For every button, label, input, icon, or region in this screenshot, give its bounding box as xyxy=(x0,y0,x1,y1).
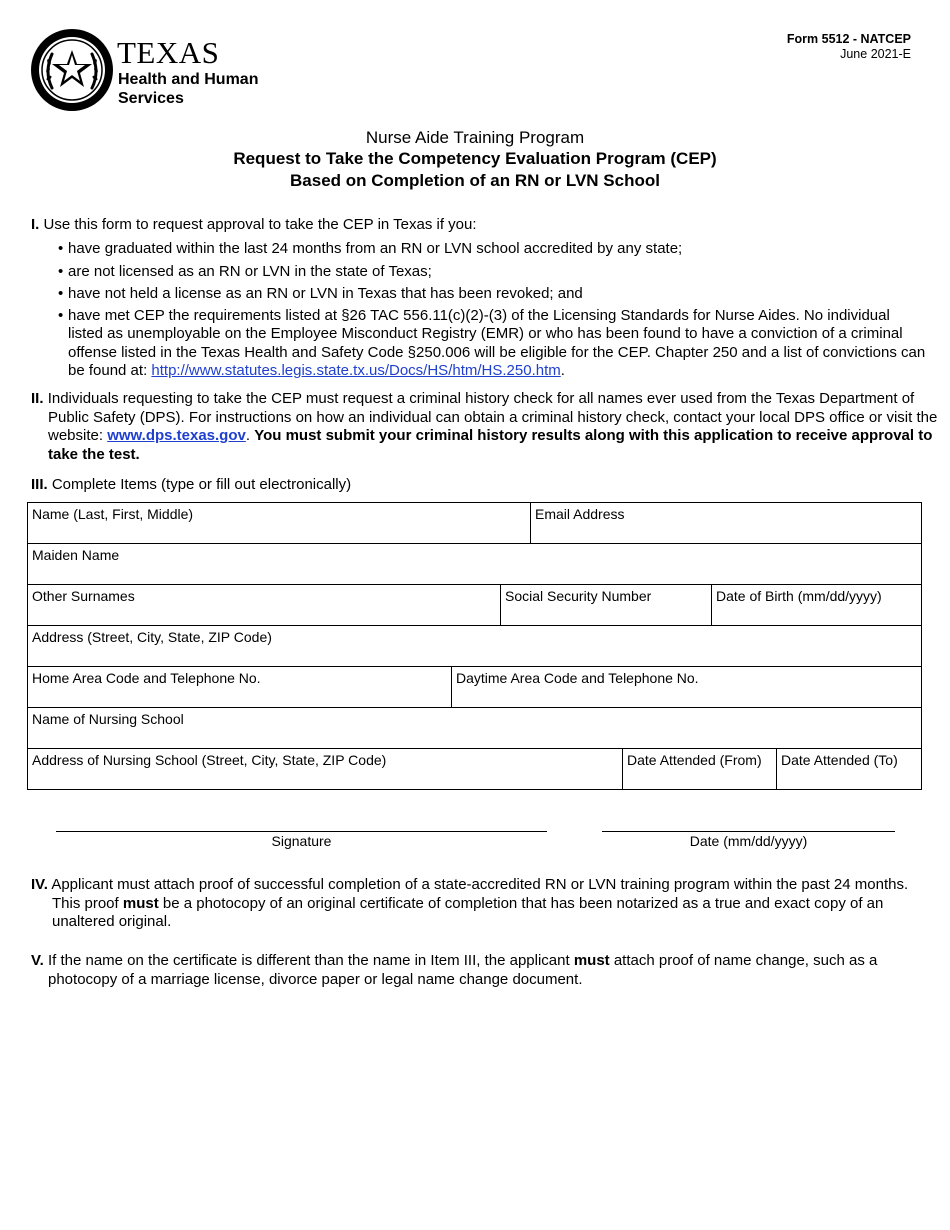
date-signed-label: Date (mm/dd/yyyy) xyxy=(689,833,808,849)
form-number-block xyxy=(787,32,911,62)
table-row xyxy=(27,749,922,790)
list-item: • have met CEP the requirements listed at §26 TAC 556.11(c)(2)-(3) of the Licensing Standards for Nurse Aides. No individual listed as unemployable on the Employee Misconduct Registry (EMR) or who has been found to have a conviction of a criminal offense listed in the Texas Health and Safety Code §250.006 will be eligible for the CEP. Chapter 250 and a list of convictions can be found at: http://www.statutes.legis.state.tx.us/Docs/HS/htm/HS.250.htm. xyxy=(58,307,928,381)
list-item: • have graduated within the last 24 months from an RN or LVN school accredited by any state; xyxy=(58,240,928,259)
section-iv: IV. Applicant must attach proof of successful completion of a state-accredited RN or LVN training program within the past 24 months. This proof must be a photocopy of an original certificate of completion that has been notarized as a true and exact copy of an unaltered original. xyxy=(31,876,909,930)
section-iii-heading: III. Complete Items (type or fill out electronically) xyxy=(31,476,352,493)
texas-seal-icon xyxy=(30,28,114,112)
list-item: • have not held a license as an RN or LVN in Texas that has been revoked; and xyxy=(58,285,928,304)
page-title-block xyxy=(0,128,950,192)
date-to-field[interactable]: Date Attended (To) xyxy=(776,749,921,789)
daytime-phone-field[interactable]: Daytime Area Code and Telephone No. xyxy=(451,667,921,707)
list-item: • are not licensed as an RN or LVN in the state of Texas; xyxy=(58,263,928,282)
address-field[interactable]: Address (Street, City, State, ZIP Code) xyxy=(32,629,272,645)
section-i-intro: I. Use this form to request approval to take the CEP in Texas if you: xyxy=(31,216,477,233)
dob-field[interactable]: Date of Birth (mm/dd/yyyy) xyxy=(711,585,921,625)
school-address-field[interactable]: Address of Nursing School (Street, City, State, ZIP Code) xyxy=(32,752,387,768)
name-field[interactable]: Name (Last, First, Middle) xyxy=(32,506,194,522)
applicant-info-table xyxy=(27,502,922,790)
date-signed-line[interactable] xyxy=(602,831,895,832)
section-i-bullets xyxy=(58,240,928,385)
home-phone-field[interactable]: Home Area Code and Telephone No. xyxy=(32,670,261,686)
table-row xyxy=(27,585,922,626)
table-row xyxy=(27,502,922,544)
form-number: Form 5512 - NATCEP xyxy=(786,32,911,46)
ssn-field[interactable]: Social Security Number xyxy=(500,585,711,625)
signature-label: Signature xyxy=(271,833,332,849)
table-row xyxy=(27,667,922,708)
program-title: Nurse Aide Training Program xyxy=(365,128,585,147)
maiden-name-field[interactable]: Maiden Name xyxy=(32,547,120,563)
table-row xyxy=(27,544,922,585)
signature-line[interactable] xyxy=(56,831,547,832)
form-revision-date: June 2021-E xyxy=(840,47,911,61)
logo-texas-text: TEXAS xyxy=(117,35,220,70)
section-ii: II. Individuals requesting to take the CEP must request a criminal history check for all names ever used from the Texas Department of Public Safety (DPS). For instructions on how an individual can obtain a criminal history check, contact your local DPS office or visit the website: www.dps.texas.gov. You must submit your criminal history results along with this application to receive approval to take the test. xyxy=(31,390,938,463)
school-name-field[interactable]: Name of Nursing School xyxy=(32,711,184,727)
statutes-link[interactable]: http://www.statutes.legis.state.tx.us/Docs/HS/htm/HS.250.htm xyxy=(151,362,561,379)
email-field[interactable]: Email Address xyxy=(530,503,923,543)
dps-link[interactable]: www.dps.texas.gov xyxy=(107,427,246,444)
other-surnames-field[interactable]: Other Surnames xyxy=(32,588,135,604)
section-v: V. If the name on the certificate is different than the name in Item III, the applicant must attach proof of name change, such as a photocopy of a marriage license, divorce paper or legal name change document. xyxy=(31,952,878,988)
table-row xyxy=(27,626,922,667)
page-title: Request to Take the Competency Evaluation Program (CEP) xyxy=(233,149,717,168)
table-row xyxy=(27,708,922,749)
logo-agency-text: Health and Human Services xyxy=(118,71,259,107)
page-subtitle: Based on Completion of an RN or LVN School xyxy=(290,171,660,190)
date-from-field[interactable]: Date Attended (From) xyxy=(622,749,776,789)
